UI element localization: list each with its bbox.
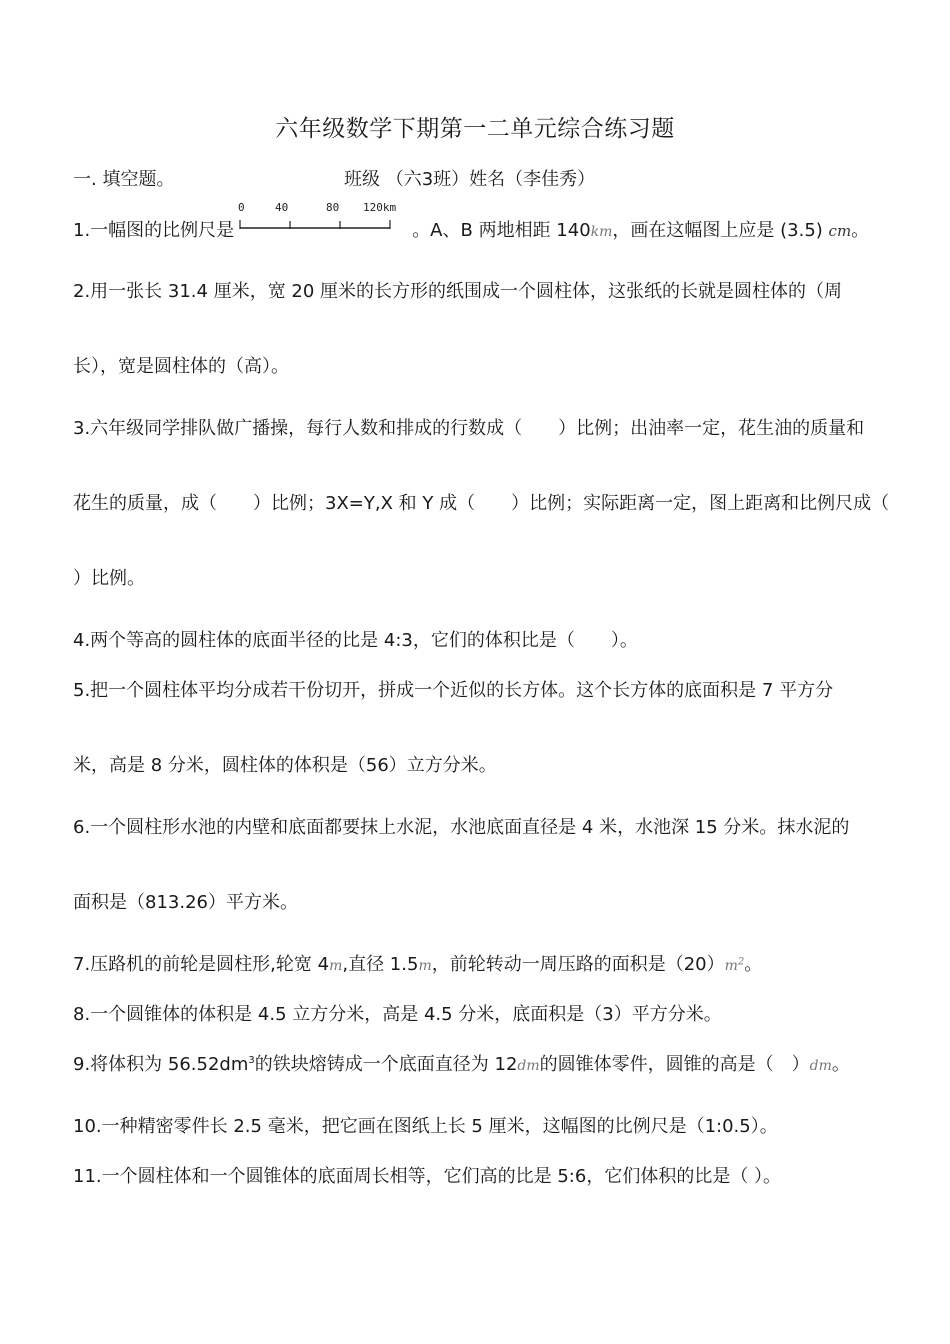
question-8: 8.一个圆锥体的体积是 4.5 立方分米，高是 4.5 分米，底面积是（3）平方分米。 [73, 1004, 722, 1025]
question-5-line-2: 米，高是 8 分米，圆柱体的体积是（56）立方分米。 [73, 755, 497, 776]
question-2-line-2: 长），宽是圆柱体的（高）。 [73, 356, 289, 377]
question-3-line-3: ）比例。 [73, 568, 145, 589]
question-1 [73, 201, 870, 242]
scale-label-40: 40 [275, 201, 289, 214]
scale-label-80: 80 [326, 201, 340, 214]
question-11: 11.一个圆柱体和一个圆锥体的底面周长相等，它们高的比是 5:6，它们体积的比是（ ）。 [73, 1166, 782, 1187]
scale-label-120km: 120km [363, 201, 397, 214]
question-2-line-1: 2.用一张长 31.4 厘米，宽 20 厘米的长方形的纸围成一个圆柱体，这张纸的长就是圆柱体的（周 [73, 281, 843, 302]
question-6-line-1: 6.一个圆柱形水池的内壁和底面都要抹上水泥，水池底面直径是 4 米，水池深 15 分米。抹水泥的 [73, 817, 850, 838]
question-1-text-mid: ，画在这幅图上应是 (3.5) [612, 220, 829, 241]
page-title: 六年级数学下期第一二单元综合练习题 [275, 116, 675, 142]
question-9-text-3: 的圆锥体零件，圆锥的高是（ ） [539, 1054, 810, 1075]
question-7 [73, 950, 762, 976]
question-1-text-after: 。A、B 两地相距 140 [412, 220, 591, 241]
question-6-line-2: 面积是（813.26）平方米。 [73, 892, 298, 913]
question-1-text-start: 1.一幅图的比例尺是 [73, 220, 235, 241]
section-heading: 一. 填空题。 [73, 169, 175, 190]
question-3-line-2: 花生的质量，成（ ）比例；3X=Y,X 和 Y 成（ ）比例；实际距离一定，图上距离和比例尺成（ [73, 493, 890, 514]
unit-m-squared-base: m [724, 958, 738, 974]
question-9 [73, 1050, 850, 1076]
question-7-text-end: 。 [744, 954, 763, 975]
question-7-text-1: 7.压路机的前轮是圆柱形,轮宽 4 [73, 954, 330, 975]
unit-m-2: m [418, 958, 432, 974]
unit-cm: cm [828, 222, 852, 240]
scale-bar-figure [238, 201, 408, 242]
unit-m-1: m [329, 958, 343, 974]
question-4: 4.两个等高的圆柱体的底面半径的比是 4:3，它们的体积比是（ ）。 [73, 630, 638, 651]
unit-m-squared-exponent: 2 [737, 956, 745, 968]
question-1-text-end: 。 [851, 220, 870, 241]
question-9-text-2: 的铁块熔铸成一个底面直径为 12 [254, 1054, 518, 1075]
question-7-text-2: ,直径 1.5 [342, 954, 419, 975]
question-9-text-1: 9.将体积为 56.52dm [73, 1054, 249, 1075]
question-10: 10.一种精密零件长 2.5 毫米，把它画在图纸上长 5 厘米，这幅图的比例尺是（1:0.5）。 [73, 1116, 778, 1137]
question-5-line-1: 5.把一个圆柱体平均分成若干份切开，拼成一个近似的长方体。这个长方体的底面积是 7 平方分 [73, 680, 834, 701]
scale-bar-svg [238, 200, 408, 240]
class-name-info: 班级 （六3班）姓名（李佳秀） [344, 169, 596, 190]
unit-m-squared [725, 958, 745, 974]
scale-label-0: 0 [238, 201, 245, 214]
unit-dm-2: dm [809, 1058, 832, 1074]
question-3-line-1: 3.六年级同学排队做广播操，每行人数和排成的行数成（ ）比例；出油率一定，花生油的质量和 [73, 418, 865, 439]
unit-km: km [590, 224, 613, 240]
question-9-text-end: 。 [831, 1054, 850, 1075]
question-9-cube-sup: 3 [248, 1055, 255, 1066]
question-7-text-3: ，前轮转动一周压路的面积是（20） [431, 954, 725, 975]
unit-dm-1: dm [517, 1058, 540, 1074]
